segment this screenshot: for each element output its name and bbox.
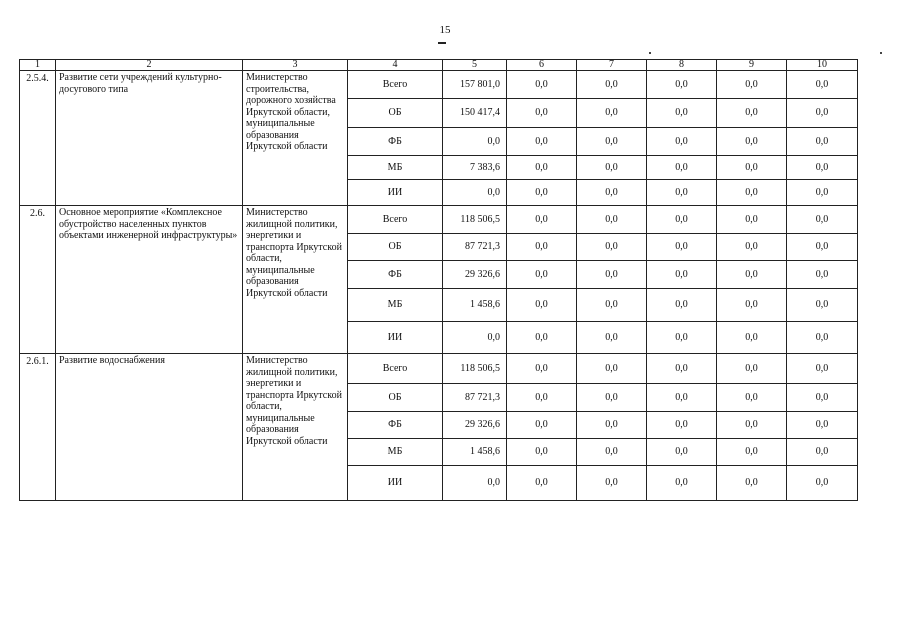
table-row	[20, 206, 858, 234]
column-header: 7	[577, 60, 647, 71]
year-value: 0,0	[787, 384, 858, 412]
scan-speck	[649, 52, 651, 54]
year-value: 0,0	[787, 180, 858, 206]
column-header: 6	[507, 60, 577, 71]
year-value: 0,0	[507, 99, 577, 128]
header-row	[20, 60, 858, 71]
year-value: 0,0	[577, 180, 647, 206]
year-value: 0,0	[577, 354, 647, 384]
year-value: 0,0	[577, 234, 647, 261]
funding-total: 29 326,6	[443, 261, 507, 289]
year-value: 0,0	[787, 289, 858, 322]
year-value: 0,0	[577, 71, 647, 99]
item-name: Основное мероприятие «Комплексное обустройство населенных пунктов объектами инженерной инфраструктуры»	[56, 206, 243, 354]
year-value: 0,0	[507, 412, 577, 439]
funding-source: МБ	[348, 439, 443, 466]
funding-source: ИИ	[348, 466, 443, 501]
funding-source: ИИ	[348, 322, 443, 354]
year-value: 0,0	[787, 71, 858, 99]
funding-source: ФБ	[348, 261, 443, 289]
year-value: 0,0	[717, 439, 787, 466]
year-value: 0,0	[717, 384, 787, 412]
funding-total: 87 721,3	[443, 384, 507, 412]
funding-total: 150 417,4	[443, 99, 507, 128]
year-value: 0,0	[787, 466, 858, 501]
year-value: 0,0	[717, 99, 787, 128]
year-value: 0,0	[647, 384, 717, 412]
year-value: 0,0	[577, 128, 647, 156]
scan-mark	[438, 42, 446, 44]
column-header: 8	[647, 60, 717, 71]
year-value: 0,0	[507, 354, 577, 384]
year-value: 0,0	[577, 99, 647, 128]
year-value: 0,0	[717, 261, 787, 289]
year-value: 0,0	[717, 71, 787, 99]
year-value: 0,0	[717, 412, 787, 439]
funding-total: 1 458,6	[443, 439, 507, 466]
year-value: 0,0	[577, 412, 647, 439]
year-value: 0,0	[647, 439, 717, 466]
year-value: 0,0	[717, 466, 787, 501]
table-body	[20, 60, 858, 501]
year-value: 0,0	[577, 322, 647, 354]
year-value: 0,0	[787, 234, 858, 261]
funding-source: ОБ	[348, 99, 443, 128]
funding-source: ОБ	[348, 234, 443, 261]
item-executor: Министерство строительства, дорожного хозяйства Иркутской области, муниципальные образования Иркутской области	[243, 71, 348, 206]
year-value: 0,0	[577, 466, 647, 501]
year-value: 0,0	[577, 206, 647, 234]
year-value: 0,0	[647, 99, 717, 128]
item-code: 2.6.	[20, 206, 56, 354]
year-value: 0,0	[717, 322, 787, 354]
year-value: 0,0	[717, 234, 787, 261]
funding-total: 157 801,0	[443, 71, 507, 99]
year-value: 0,0	[717, 156, 787, 180]
funding-source: ИИ	[348, 180, 443, 206]
year-value: 0,0	[577, 156, 647, 180]
year-value: 0,0	[577, 261, 647, 289]
year-value: 0,0	[647, 180, 717, 206]
budget-table	[19, 59, 858, 501]
column-header: 3	[243, 60, 348, 71]
funding-source: ФБ	[348, 412, 443, 439]
year-value: 0,0	[647, 234, 717, 261]
year-value: 0,0	[787, 156, 858, 180]
funding-source: Всего	[348, 354, 443, 384]
year-value: 0,0	[787, 128, 858, 156]
funding-total: 29 326,6	[443, 412, 507, 439]
year-value: 0,0	[507, 384, 577, 412]
year-value: 0,0	[787, 322, 858, 354]
year-value: 0,0	[647, 71, 717, 99]
column-header: 9	[717, 60, 787, 71]
year-value: 0,0	[577, 289, 647, 322]
year-value: 0,0	[787, 412, 858, 439]
funding-total: 118 506,5	[443, 354, 507, 384]
year-value: 0,0	[787, 206, 858, 234]
funding-total: 1 458,6	[443, 289, 507, 322]
item-executor: Министерство жилищной политики, энергетики и транспорта Иркутской области, муниципальные образования Иркутской области	[243, 206, 348, 354]
column-header: 5	[443, 60, 507, 71]
column-header: 4	[348, 60, 443, 71]
funding-source: ФБ	[348, 128, 443, 156]
year-value: 0,0	[507, 466, 577, 501]
year-value: 0,0	[647, 289, 717, 322]
item-name: Развитие водоснабжения	[56, 354, 243, 501]
year-value: 0,0	[507, 71, 577, 99]
year-value: 0,0	[507, 180, 577, 206]
year-value: 0,0	[717, 128, 787, 156]
item-name: Развитие сети учреждений культурно-досугового типа	[56, 71, 243, 206]
year-value: 0,0	[647, 322, 717, 354]
year-value: 0,0	[717, 354, 787, 384]
funding-source: МБ	[348, 156, 443, 180]
year-value: 0,0	[577, 439, 647, 466]
year-value: 0,0	[647, 128, 717, 156]
year-value: 0,0	[507, 128, 577, 156]
table-row	[20, 354, 858, 384]
page-number: 15	[439, 24, 451, 36]
funding-total: 0,0	[443, 180, 507, 206]
year-value: 0,0	[717, 180, 787, 206]
funding-total: 7 383,6	[443, 156, 507, 180]
funding-total: 0,0	[443, 128, 507, 156]
item-code: 2.5.4.	[20, 71, 56, 206]
year-value: 0,0	[787, 99, 858, 128]
funding-source: Всего	[348, 71, 443, 99]
item-executor: Министерство жилищной политики, энергетики и транспорта Иркутской области, муниципальные образования Иркутской области	[243, 354, 348, 501]
year-value: 0,0	[647, 156, 717, 180]
column-header: 2	[56, 60, 243, 71]
year-value: 0,0	[787, 261, 858, 289]
year-value: 0,0	[507, 322, 577, 354]
year-value: 0,0	[507, 289, 577, 322]
year-value: 0,0	[507, 439, 577, 466]
item-code: 2.6.1.	[20, 354, 56, 501]
scan-speck	[880, 52, 882, 54]
year-value: 0,0	[647, 206, 717, 234]
funding-total: 118 506,5	[443, 206, 507, 234]
year-value: 0,0	[647, 412, 717, 439]
year-value: 0,0	[507, 261, 577, 289]
year-value: 0,0	[507, 156, 577, 180]
year-value: 0,0	[717, 206, 787, 234]
year-value: 0,0	[507, 206, 577, 234]
year-value: 0,0	[647, 354, 717, 384]
table-row	[20, 71, 858, 99]
funding-total: 0,0	[443, 322, 507, 354]
year-value: 0,0	[507, 234, 577, 261]
funding-total: 0,0	[443, 466, 507, 501]
year-value: 0,0	[787, 439, 858, 466]
year-value: 0,0	[717, 289, 787, 322]
year-value: 0,0	[647, 261, 717, 289]
funding-total: 87 721,3	[443, 234, 507, 261]
year-value: 0,0	[577, 384, 647, 412]
funding-source: Всего	[348, 206, 443, 234]
year-value: 0,0	[787, 354, 858, 384]
year-value: 0,0	[647, 466, 717, 501]
column-header: 1	[20, 60, 56, 71]
column-header: 10	[787, 60, 858, 71]
funding-source: МБ	[348, 289, 443, 322]
funding-source: ОБ	[348, 384, 443, 412]
